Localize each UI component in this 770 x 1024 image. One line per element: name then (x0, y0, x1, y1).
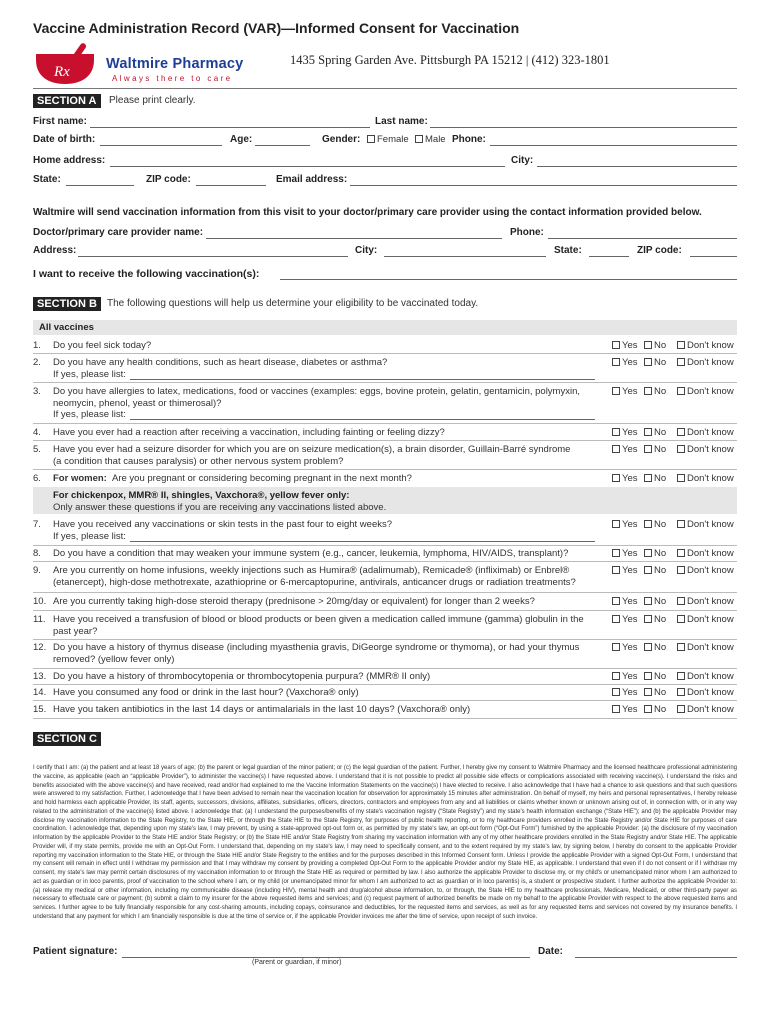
q15-no-checkbox[interactable] (644, 704, 666, 715)
date-label: Date: (538, 946, 564, 957)
dont-know-label: Don't know (687, 548, 734, 559)
female-label: Female (377, 134, 409, 145)
no-label: No (654, 444, 667, 455)
dont-know-label: Don't know (687, 357, 734, 368)
q11-text-line2: past year? (53, 626, 98, 637)
q8-dont-know-checkbox[interactable] (677, 548, 734, 559)
q13-number: 13. (33, 671, 47, 682)
state-label: State: (33, 174, 61, 185)
q10-dont-know-checkbox[interactable] (677, 596, 734, 607)
q2-yes-checkbox[interactable] (612, 357, 638, 368)
dont-know-label: Don't know (687, 671, 734, 682)
section-b-note: The following questions will help us determine your eligibility to be vaccinated today. (107, 298, 479, 309)
home-address-field[interactable] (110, 166, 505, 167)
q7-dont-know-checkbox[interactable] (677, 519, 734, 530)
dont-know-label: Don't know (687, 614, 734, 625)
q9-dont-know-checkbox[interactable] (677, 565, 734, 576)
q3-no-checkbox[interactable] (644, 386, 666, 397)
q2-number: 2. (33, 357, 41, 368)
pharmacy-address: 1435 Spring Garden Ave. Pittsburgh PA 15212 | (412) 323-1801 (290, 53, 610, 67)
last-name-label: Last name: (375, 116, 428, 127)
dont-know-label: Don't know (687, 340, 734, 351)
q11-number: 11. (33, 614, 46, 625)
q3-text-line2: neomycin, phenol, yeast or thimerosal)? (53, 398, 222, 409)
row-divider (33, 545, 737, 546)
q5-yes-checkbox[interactable] (612, 444, 638, 455)
q3-dont-know-checkbox[interactable] (677, 386, 734, 397)
q6-text: Are you pregnant or considering becoming pregnant in the next month? (112, 473, 412, 484)
male-label: Male (425, 134, 446, 145)
email-field[interactable] (350, 185, 737, 186)
q8-no-checkbox[interactable] (644, 548, 666, 559)
row-divider (33, 353, 737, 354)
q5-no-checkbox[interactable] (644, 444, 666, 455)
section-c-label: SECTION C (33, 732, 101, 746)
row-divider (33, 469, 737, 470)
dont-know-label: Don't know (687, 519, 734, 530)
no-label: No (654, 565, 667, 576)
q8-text: Do you have a condition that may weaken your immune system (e.g., cancer, leukemia, lymphoma, HIV/AIDS, transplant)? (53, 548, 569, 559)
q11-text-line1: Have you received a transfusion of blood or blood products or been given a medication called immune (gamma) globulin in the (53, 614, 584, 625)
state-field[interactable] (66, 185, 134, 186)
q6-bold-prefix: For women: (53, 473, 107, 484)
q15-dont-know-checkbox[interactable] (677, 704, 734, 715)
no-label: No (654, 642, 667, 653)
age-label: Age: (230, 134, 253, 145)
dont-know-label: Don't know (687, 704, 734, 715)
yes-label: Yes (622, 671, 638, 682)
yes-label: Yes (622, 519, 638, 530)
no-label: No (654, 519, 667, 530)
q15-number: 15. (33, 704, 47, 715)
q4-text: Have you ever had a reaction after receiving a vaccination, including fainting or feeling dizzy? (53, 427, 445, 438)
q5-text-line1: Have you ever had a seizure disorder for which you are on seizure medication(s), a brain disorder, Guillain-Barré syndrome (53, 444, 571, 455)
row-divider (33, 610, 737, 611)
dont-know-label: Don't know (687, 565, 734, 576)
q6-dont-know-checkbox[interactable] (677, 473, 734, 484)
rx-symbol: Rx (54, 64, 70, 80)
q12-no-checkbox[interactable] (644, 642, 666, 653)
dont-know-label: Don't know (687, 444, 734, 455)
yes-label: Yes (622, 340, 638, 351)
specific-vaccines-note: Only answer these questions if you are receiving any vaccinations listed above. (53, 502, 387, 513)
no-label: No (654, 473, 667, 484)
provider-phone-label: Phone: (510, 227, 544, 238)
q7-text: Have you received any vaccinations or skin tests in the past four to eight weeks? (53, 519, 393, 530)
q1-no-checkbox[interactable] (644, 340, 666, 351)
dont-know-label: Don't know (687, 687, 734, 698)
q13-dont-know-checkbox[interactable] (677, 671, 734, 682)
provider-city-field[interactable] (384, 256, 546, 257)
row-divider (33, 592, 737, 593)
q14-text: Have you consumed any food or drink in the last hour? (Vaxchora® only) (53, 687, 359, 698)
yes-label: Yes (622, 473, 638, 484)
q4-dont-know-checkbox[interactable] (677, 427, 734, 438)
section-b-label: SECTION B (33, 297, 101, 311)
q9-text-line1: Are you currently on home infusions, weekly injections such as Humira® (adalimumab), Remicade® (infliximab) or Enbrel® (53, 565, 570, 576)
q8-yes-checkbox[interactable] (612, 548, 638, 559)
q2-dont-know-checkbox[interactable] (677, 357, 734, 368)
yes-label: Yes (622, 444, 638, 455)
dob-field[interactable] (100, 145, 222, 146)
section-a-note: Please print clearly. (109, 95, 196, 106)
row-divider (33, 561, 737, 562)
no-label: No (654, 671, 667, 682)
q7-list-field[interactable] (130, 541, 595, 542)
q2-no-checkbox[interactable] (644, 357, 666, 368)
provider-zip-label: ZIP code: (637, 245, 682, 256)
consent-text: I certify that I am: (a) the patient and at least 18 years of age; (b) the parent or legal guardian of the minor patient; or (c) the legal guardian of the patient. Further, I hereby give my consent to Waltmire Pharmacy and the licensed healthcare professional administering the vaccine, as applicable (each an “applicable Provider”), to administer the vaccine(s) I have requested above. I understand that it is not possible to predict all possible side effects or complications associated with receiving vaccine(s). I understand the risks and benefits associated with the above vaccine(s) and have received, read and/or had explained to me the Vaccine Information Statements on the vaccine(s) I have elected to receive. I also acknowledge that I have had a chance to ask questions and that such questions were answered to my satisfaction. Further, I acknowledge that I have been advised to remain near the vaccination location for observation for approximately 15 minutes after administration. On behalf of myself, my heirs and personal representatives, I hereby release and hold harmless each applicable Provider, its staff, agents, successors, divisions, affiliates, subsidiaries, officers, directors, contractors and employees from any and all liabilities or claims whether known or unknown arising out of, in connection with, or in any way related to the administration of the vaccine(s) listed above. I acknowledge that: (a) I understand the purposes/benefits of my state's vaccination registry (“State Registry”) and my state's health information exchange (“State HIE”); and (b) the applicable Provider may disclose my vaccination information to the State Registry, to the State HIE, or through the State HIE to the State Registry, for purposes of public health reporting, or to my healthcare providers enrolled in the State Registry and/or State HIE for purposes of care coordination. I acknowledge that, depending upon my state's law, I may prevent, by using a state-approved opt-out form or, as permitted by my state's law, an opt-out form (“Opt-Out Form”) furnished by the applicable Provider: (a) the disclosure of my vaccination information by the applicable Provider to the State HIE and/or State Registry; or (b) the State HIE and/or State Registry from sharing my vaccination information with any of my other healthcare providers enrolled in the State Registry and/or State HIE. The applicable Provider will, if my state permits, provide me with an Opt-Out Form. I understand that, depending on my state's law, I may need to specifically consent, and to the extent required by my state's law, by signing below, I hereby do consent to the applicable Provider reporting my vaccination information to the State HIE, or through the State HIE and/or State Registry to the entities and for the purposes described in this Informed Consent form. Unless I provide the applicable Provider with a signed Opt-Out Form, I understand that my consent will remain in effect until I withdraw my permission and that I may withdraw my consent by providing a completed Opt-Out Form to the applicable Provider and/or my State HIE, as applicable. I understand that even if I do not consent or if I withdraw my consent, my state's law may permit certain disclosures of my vaccination information to or through the State HIE as required or permitted by law. I also authorize the applicable Provider to disclose my, or my child's or unemancipated minor whom I am authorized to act as guardian or in loco parentis, proof of vaccination to the school where I am, or my child (or unemancipated minor for whom I am authorized to act as guardian or in loco parentis) is, a student or prospective student. I further authorize the applicable Provider to: (a) release my medical or other information, including my communicable disease (including HIV), mental health and drug/alcohol abuse information, to, or through, the State HIE to my healthcare professionals, Medicare, Medicaid, or other third-party payer as necessary to effectuate care or payment; (b) submit a claim to my insurer for the above requested items and services; and (c) request payment of authorized benefits be made on my behalf to the applicable Provider with respect to the above requested items and services. I further agree to be fully financially responsible for any cost-sharing amounts, including copays, coinsurance and deductibles, for the requested items and services, as well as for any requested items and services not covered by my insurance benefits. I understand that any payment for which I am financially responsible is due at the time of service or, if the applicable Provider invoices me after the time of service, upon receipt of such invoice. (33, 765, 737, 920)
no-label: No (654, 357, 667, 368)
q2-text: Do you have any health conditions, such as heart disease, diabetes or asthma? (53, 357, 388, 368)
yes-label: Yes (622, 357, 638, 368)
no-label: No (654, 596, 667, 607)
q11-no-checkbox[interactable] (644, 614, 666, 625)
q9-number: 9. (33, 565, 41, 576)
provider-name-field[interactable] (206, 238, 502, 239)
city-field[interactable] (537, 166, 737, 167)
no-label: No (654, 614, 667, 625)
zip-field[interactable] (196, 185, 266, 186)
yes-label: Yes (622, 687, 638, 698)
dob-label: Date of birth: (33, 134, 96, 145)
provider-address-label: Address: (33, 245, 77, 256)
provider-city-label: City: (355, 245, 378, 256)
q12-yes-checkbox[interactable] (612, 642, 638, 653)
yes-label: Yes (622, 386, 638, 397)
header-divider (33, 88, 737, 89)
yes-label: Yes (622, 614, 638, 625)
phone-field[interactable] (490, 145, 737, 146)
row-divider (33, 440, 737, 441)
first-name-field[interactable] (90, 127, 370, 128)
q12-dont-know-checkbox[interactable] (677, 642, 734, 653)
row-divider (33, 668, 737, 669)
q9-no-checkbox[interactable] (644, 565, 666, 576)
q10-yes-checkbox[interactable] (612, 596, 638, 607)
q14-number: 14. (33, 687, 47, 698)
provider-state-label: State: (554, 245, 582, 256)
row-divider (33, 382, 737, 383)
q6-number: 6. (33, 473, 41, 484)
no-label: No (654, 386, 667, 397)
dont-know-label: Don't know (687, 642, 734, 653)
q13-no-checkbox[interactable] (644, 671, 666, 682)
provider-state-field[interactable] (589, 256, 629, 257)
q2-list-field[interactable] (130, 379, 595, 380)
yes-label: Yes (622, 642, 638, 653)
q6-yes-checkbox[interactable] (612, 473, 638, 484)
no-label: No (654, 427, 667, 438)
provider-notice: Waltmire will send vaccination information from this visit to your doctor/primary care provider using the contact information provided below. (33, 207, 702, 218)
last-name-field[interactable] (430, 127, 737, 128)
q12-number: 12. (33, 642, 47, 653)
gender-label: Gender: (322, 134, 361, 145)
yes-label: Yes (622, 704, 638, 715)
patient-signature-label: Patient signature: (33, 946, 118, 957)
q5-number: 5. (33, 444, 41, 455)
q4-number: 4. (33, 427, 41, 438)
pharmacy-name: Waltmire Pharmacy (106, 56, 244, 72)
q9-yes-checkbox[interactable] (612, 565, 638, 576)
provider-phone-field[interactable] (548, 238, 737, 239)
dont-know-label: Don't know (687, 427, 734, 438)
no-label: No (654, 340, 667, 351)
yes-label: Yes (622, 548, 638, 559)
q7-if-yes-label: If yes, please list: (53, 531, 126, 542)
q12-text-line2: removed? (yellow fever only) (53, 654, 175, 665)
q1-dont-know-checkbox[interactable] (677, 340, 734, 351)
q3-text-line1: Do you have allergies to latex, medications, food or vaccines (examples: eggs, bovine protein, gelatin, gentamicin, polymyxin, (53, 386, 580, 397)
q4-no-checkbox[interactable] (644, 427, 666, 438)
q8-number: 8. (33, 548, 41, 559)
dont-know-label: Don't know (687, 473, 734, 484)
yes-label: Yes (622, 565, 638, 576)
row-divider (33, 423, 737, 424)
yes-label: Yes (622, 596, 638, 607)
provider-address-field[interactable] (78, 256, 348, 257)
q13-yes-checkbox[interactable] (612, 671, 638, 682)
q6-no-checkbox[interactable] (644, 473, 666, 484)
q14-dont-know-checkbox[interactable] (677, 687, 734, 698)
age-field[interactable] (255, 145, 310, 146)
email-label: Email address: (276, 174, 348, 185)
phone-label: Phone: (452, 134, 486, 145)
provider-zip-field[interactable] (690, 256, 737, 257)
page-title: Vaccine Administration Record (VAR)—Informed Consent for Vaccination (33, 20, 520, 36)
q14-yes-checkbox[interactable] (612, 687, 638, 698)
all-vaccines-band (33, 320, 737, 335)
q4-yes-checkbox[interactable] (612, 427, 638, 438)
q14-no-checkbox[interactable] (644, 687, 666, 698)
q3-yes-checkbox[interactable] (612, 386, 638, 397)
yes-label: Yes (622, 427, 638, 438)
q10-text: Are you currently taking high-dose steroid therapy (prednisone > 20mg/day or equivalent) for longer than 2 weeks? (53, 596, 535, 607)
q1-text: Do you feel sick today? (53, 340, 152, 351)
q11-dont-know-checkbox[interactable] (677, 614, 734, 625)
pharmacy-logo (34, 40, 264, 88)
vaccinations-field[interactable] (280, 279, 737, 280)
section-a-label: SECTION A (33, 94, 101, 108)
row-divider (33, 718, 737, 719)
first-name-label: First name: (33, 116, 87, 127)
all-vaccines-header: All vaccines (39, 322, 94, 333)
q7-no-checkbox[interactable] (644, 519, 666, 530)
zip-label: ZIP code: (146, 174, 191, 185)
row-divider (33, 684, 737, 685)
male-checkbox[interactable] (415, 134, 446, 145)
mortar-pestle-icon (34, 40, 106, 88)
q12-text-line1: Do you have a history of thymus disease (including myasthenia gravis, DiGeorge syndrome or thymoma), or had your thymus (53, 642, 580, 653)
vaccinations-label: I want to receive the following vaccination(s): (33, 268, 260, 280)
q10-number: 10. (33, 596, 47, 607)
signature-note: (Parent or guardian, if minor) (252, 959, 342, 966)
patient-signature-field[interactable] (122, 957, 530, 958)
specific-vaccines-header: For chickenpox, MMR® II, shingles, Vaxchora®, yellow fever only: (53, 490, 350, 501)
city-label: City: (511, 155, 534, 166)
q5-dont-know-checkbox[interactable] (677, 444, 734, 455)
row-divider (33, 700, 737, 701)
no-label: No (654, 548, 667, 559)
dont-know-label: Don't know (687, 596, 734, 607)
q2-if-yes-label: If yes, please list: (53, 369, 126, 380)
q15-text: Have you taken antibiotics in the last 14 days or antimalarials in the last 10 days? (Vaxchora® only) (53, 704, 471, 715)
row-divider (33, 639, 737, 640)
q3-if-yes-label: If yes, please list: (53, 409, 126, 420)
q1-yes-checkbox[interactable] (612, 340, 638, 351)
dont-know-label: Don't know (687, 386, 734, 397)
q15-yes-checkbox[interactable] (612, 704, 638, 715)
q11-yes-checkbox[interactable] (612, 614, 638, 625)
no-label: No (654, 687, 667, 698)
pharmacy-tagline: Always there to care (112, 74, 233, 83)
q10-no-checkbox[interactable] (644, 596, 666, 607)
q5-text-line2: (a condition that causes paralysis) or other nervous system problem? (53, 456, 344, 467)
q3-number: 3. (33, 386, 41, 397)
q7-number: 7. (33, 519, 41, 530)
date-field[interactable] (575, 957, 737, 958)
provider-name-label: Doctor/primary care provider name: (33, 227, 204, 238)
q7-yes-checkbox[interactable] (612, 519, 638, 530)
q13-text: Do you have a history of thrombocytopenia or thrombocytopenia purpura? (MMR® II only) (53, 671, 431, 682)
q1-number: 1. (33, 340, 41, 351)
q9-text-line2: (etanercept), high-dose methotrexate, azathioprine or 6-mercaptopurine, antivirals, anticancer drugs or radiation treatments? (53, 577, 576, 588)
home-address-label: Home address: (33, 155, 106, 166)
no-label: No (654, 704, 667, 715)
female-checkbox[interactable] (367, 134, 409, 145)
q3-list-field[interactable] (130, 419, 595, 420)
